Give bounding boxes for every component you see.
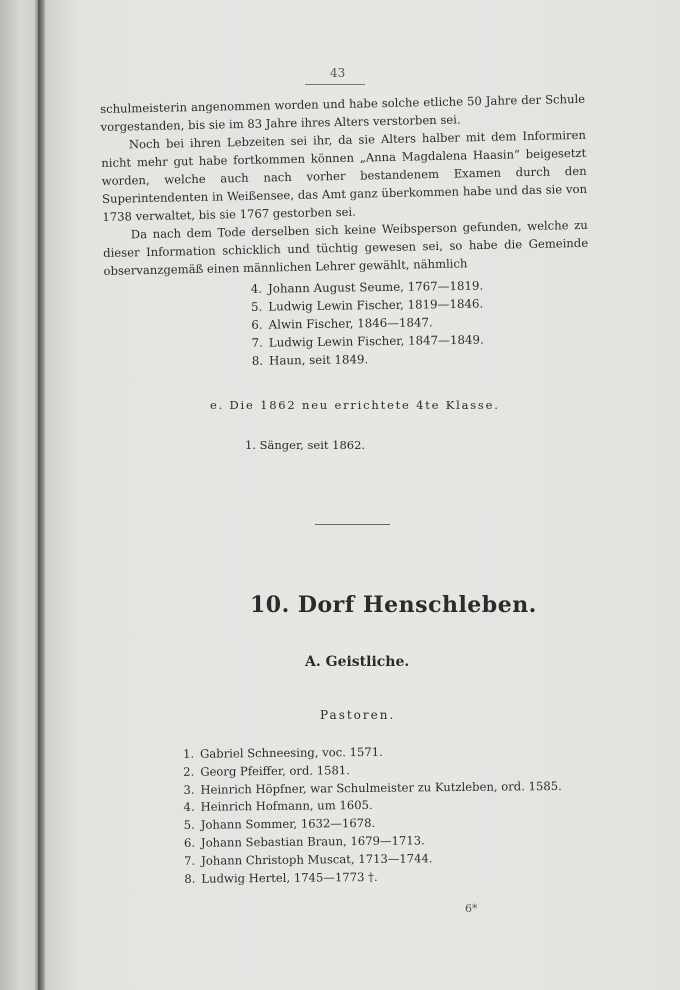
list-item — [241, 347, 571, 370]
list-text: Georg Pfeiffer, ord. 1581. — [200, 762, 350, 779]
list-text: Johann Sommer, 1632—1678. — [200, 816, 376, 832]
list-heading: Pastoren. — [320, 708, 396, 722]
list-number: 7. — [184, 853, 196, 868]
list-number: 4. — [250, 281, 263, 296]
list-number: 5. — [251, 299, 263, 314]
header-rule — [305, 84, 365, 85]
list-number: 7. — [251, 335, 263, 350]
paragraph: schulmeisterin angenommen worden und habe solche etliche 50 Jahre der Schule vorgestanden, bis sie im 83 Jahre ihres Alters verstorben sei. — [100, 91, 586, 134]
list-number: 6. — [251, 317, 263, 332]
list-number: 2. — [183, 764, 195, 779]
list-text: Alwin Fischer, 1846—1847. — [268, 315, 433, 332]
list-text: Sänger, seit 1862. — [259, 438, 366, 452]
list-text: Ludwig Lewin Fischer, 1819—1846. — [268, 296, 484, 314]
list-text: Ludwig Lewin Fischer, 1847—1849. — [268, 332, 484, 350]
list-number: 8. — [251, 353, 264, 368]
subsection-heading: e. Die 1862 neu errichtete 4te Klasse. — [210, 398, 500, 412]
list-text: Gabriel Schneesing, voc. 1571. — [200, 744, 383, 761]
list-item — [245, 438, 365, 452]
list-text: Heinrich Hofmann, um 1605. — [200, 798, 373, 815]
paragraph: Da nach dem Tode derselben sich keine Weibsperson gefunden, welche zu dieser Information schicklich und tüchtig gewesen sei, so habe die Gemeinde observanzgemäß einen männlichen Lehrer gewählt, nähmlich — [103, 217, 589, 278]
page-number: 43 — [330, 66, 346, 80]
list-text: Heinrich Höpfner, war Schulmeister zu Kutzleben, ord. 1585. — [200, 778, 562, 797]
section-divider — [315, 524, 390, 525]
list-item — [173, 866, 593, 888]
list-text: Haun, seit 1849. — [269, 352, 369, 368]
list-number: 1. — [245, 438, 256, 452]
list-text: Johann August Seume, 1767—1819. — [268, 278, 484, 296]
teacher-list — [240, 275, 571, 370]
paragraph: Noch bei ihren Lebzeiten sei ihr, da sie Alters halber mit dem Informiren nicht mehr gut habe fortkommen können „Anna Magdalena Haasin“ beigesetzt worden, welche auch nach vorher bestandenem Examen durch den Superintendenten in Weißensee, das Amt ganz überkommen habe und das sie von 1738 verwaltet, bis sie 1767 gestorben sei. — [101, 127, 588, 224]
page — [60, 40, 620, 970]
list-number: 1. — [182, 746, 195, 761]
list-number: 6. — [183, 835, 196, 850]
pastor-list — [172, 742, 593, 889]
list-text: Johann Christoph Muscat, 1713—1744. — [201, 851, 433, 868]
body-text — [100, 90, 589, 280]
signature-mark: 6* — [465, 902, 478, 915]
list-number: 3. — [183, 782, 195, 797]
list-text: Johann Sebastian Braun, 1679—1713. — [200, 833, 425, 850]
list-number: 8. — [184, 871, 196, 886]
list-number: 5. — [183, 817, 195, 833]
book-gutter — [38, 0, 44, 990]
list-number: 4. — [183, 800, 195, 815]
section-title: 10. Dorf Henschleben. — [250, 592, 537, 618]
list-text: Ludwig Hertel, 1745—1773 †. — [201, 869, 378, 886]
subsection-heading: A. Geistliche. — [305, 654, 410, 670]
